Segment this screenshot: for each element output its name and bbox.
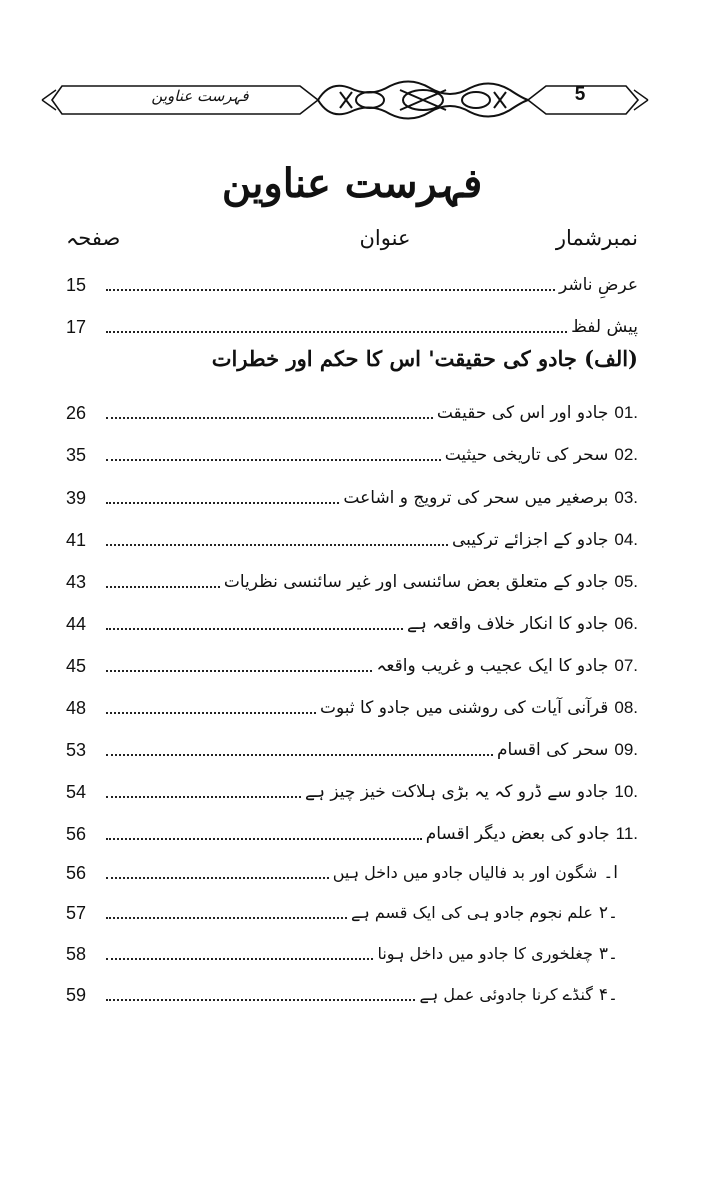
toc-entry-page: 56 [66,824,87,844]
toc-row[interactable] [66,394,638,426]
toc-row-foreword[interactable] [66,308,638,340]
toc-entry-title: جادو کا انکار خلاف واقعہ ہے [406,614,609,634]
leader-dots [106,712,316,714]
toc-entry-number: 09. [614,740,638,759]
leader-dots [106,999,415,1001]
toc-row[interactable] [66,521,638,553]
toc-entry-title: سحر کی اقسام [496,740,609,760]
toc-row[interactable] [66,815,638,847]
leader-dots [106,628,403,630]
toc-subentry-page: 59 [66,985,87,1005]
toc-entry-title: جادو کی بعض دیگر اقسام [425,824,610,844]
toc-row[interactable] [66,731,638,763]
toc-entry-title: سحر کی تاریخی حیثیت [444,445,609,465]
running-header-title: فہرست عناوین [151,87,249,105]
leader-dots [106,958,373,960]
toc-entry-page: 41 [66,530,87,550]
toc-row[interactable] [66,605,638,637]
leader-dots [106,877,329,879]
leader-dots [106,670,372,672]
toc-entry-number: 07. [614,656,638,675]
ornament-icon [318,81,528,118]
column-header-page: صفحہ [66,226,121,250]
toc-entry-number: 05. [614,572,638,591]
toc-subentry-page: 57 [66,903,87,923]
toc-subentry-title: چغلخوری کا جادو میں داخل ہونا [377,944,593,963]
toc-entry-title: جادو کے اجزائے ترکیبی [451,530,609,550]
toc-entry-page: 26 [66,403,87,423]
leader-dots [106,754,493,756]
toc-entry-number: 03. [614,488,638,507]
toc-subrow[interactable] [66,894,618,926]
section-heading: (الف) جادو کی حقیقت' اس کا حکم اور خطرات [211,346,638,371]
toc-entry-number: 08. [614,698,638,717]
toc-row[interactable] [66,773,638,805]
page-header [0,0,704,130]
toc-row[interactable] [66,647,638,679]
toc-entry-number: 06. [614,614,638,633]
toc-entry-number: 02. [614,445,638,464]
leader-dots [106,502,339,504]
toc-entry-page: 35 [66,445,87,465]
leader-dots [106,289,555,291]
toc-subentry-title: گنڈے کرنا جادوئی عمل ہے [419,985,593,1004]
toc-subrow[interactable] [66,976,618,1008]
toc-row[interactable] [66,436,638,468]
leader-dots [106,796,301,798]
leader-dots [106,838,422,840]
toc-entry-title: پیش لفظ [571,317,638,337]
column-header-number: نمبرشمار [555,226,638,250]
toc-entry-title: جادو کا ایک عجیب و غریب واقعہ [376,656,609,676]
toc-entry-page: 45 [66,656,87,676]
leader-dots [106,331,567,333]
leader-dots [106,544,448,546]
toc-row-publisher-note[interactable] [66,266,638,298]
toc-subentry-number: ۴۔ [598,985,618,1004]
ornamental-header-border [0,0,704,130]
toc-subentry-page: 58 [66,944,87,964]
toc-entry-number: 11. [615,824,638,843]
toc-entry-page: 48 [66,698,87,718]
page-number: 5 [574,84,586,105]
toc-entry-page: 44 [66,614,87,634]
toc-entry-number: 04. [614,530,638,549]
toc-entry-title: جادو کے متعلق بعض سائنسی اور غیر سائنسی نظریات [223,572,609,592]
page-title: فہرست عناوین [221,160,483,207]
toc-entry-page: 39 [66,488,87,508]
toc-entry-page: 53 [66,740,87,760]
toc-subentry-number: ا۔ [603,863,618,882]
toc-entry-title: عرضِ ناشر [558,275,638,295]
toc-subentry-title: علم نجوم جادو ہی کی ایک قسم ہے [351,903,593,922]
toc-row[interactable] [66,689,638,721]
toc-subrow[interactable] [66,854,618,886]
toc-subrow[interactable] [66,935,618,967]
toc-subentry-number: ۳۔ [598,944,618,963]
leader-dots [106,917,347,919]
toc-entry-page: 17 [66,317,87,337]
leader-dots [106,459,441,461]
leader-dots [106,586,220,588]
toc-row[interactable] [66,479,638,511]
toc-entry-number: 01. [614,403,638,422]
toc-subentry-title: شگون اور بد فالیاں جادو میں داخل ہیں [332,863,598,882]
toc-subentry-number: ۲۔ [598,903,618,922]
toc-entry-title: برصغیر میں سحر کی ترویج و اشاعت [343,488,609,508]
column-header-title: عنوان [359,226,411,250]
toc-entry-number: 10. [614,782,638,801]
toc-row[interactable] [66,563,638,595]
toc-entry-page: 54 [66,782,87,802]
leader-dots [106,417,433,419]
toc-entry-title: جادو اور اس کی حقیقت [436,403,609,423]
toc-entry-page: 15 [66,275,87,295]
toc-entry-title: جادو سے ڈرو کہ یہ بڑی ہلاکت خیز چیز ہے [305,782,609,802]
toc-subentry-page: 56 [66,863,87,883]
toc-entry-page: 43 [66,572,87,592]
toc-entry-title: قرآنی آیات کی روشنی میں جادو کا ثبوت [319,698,609,718]
